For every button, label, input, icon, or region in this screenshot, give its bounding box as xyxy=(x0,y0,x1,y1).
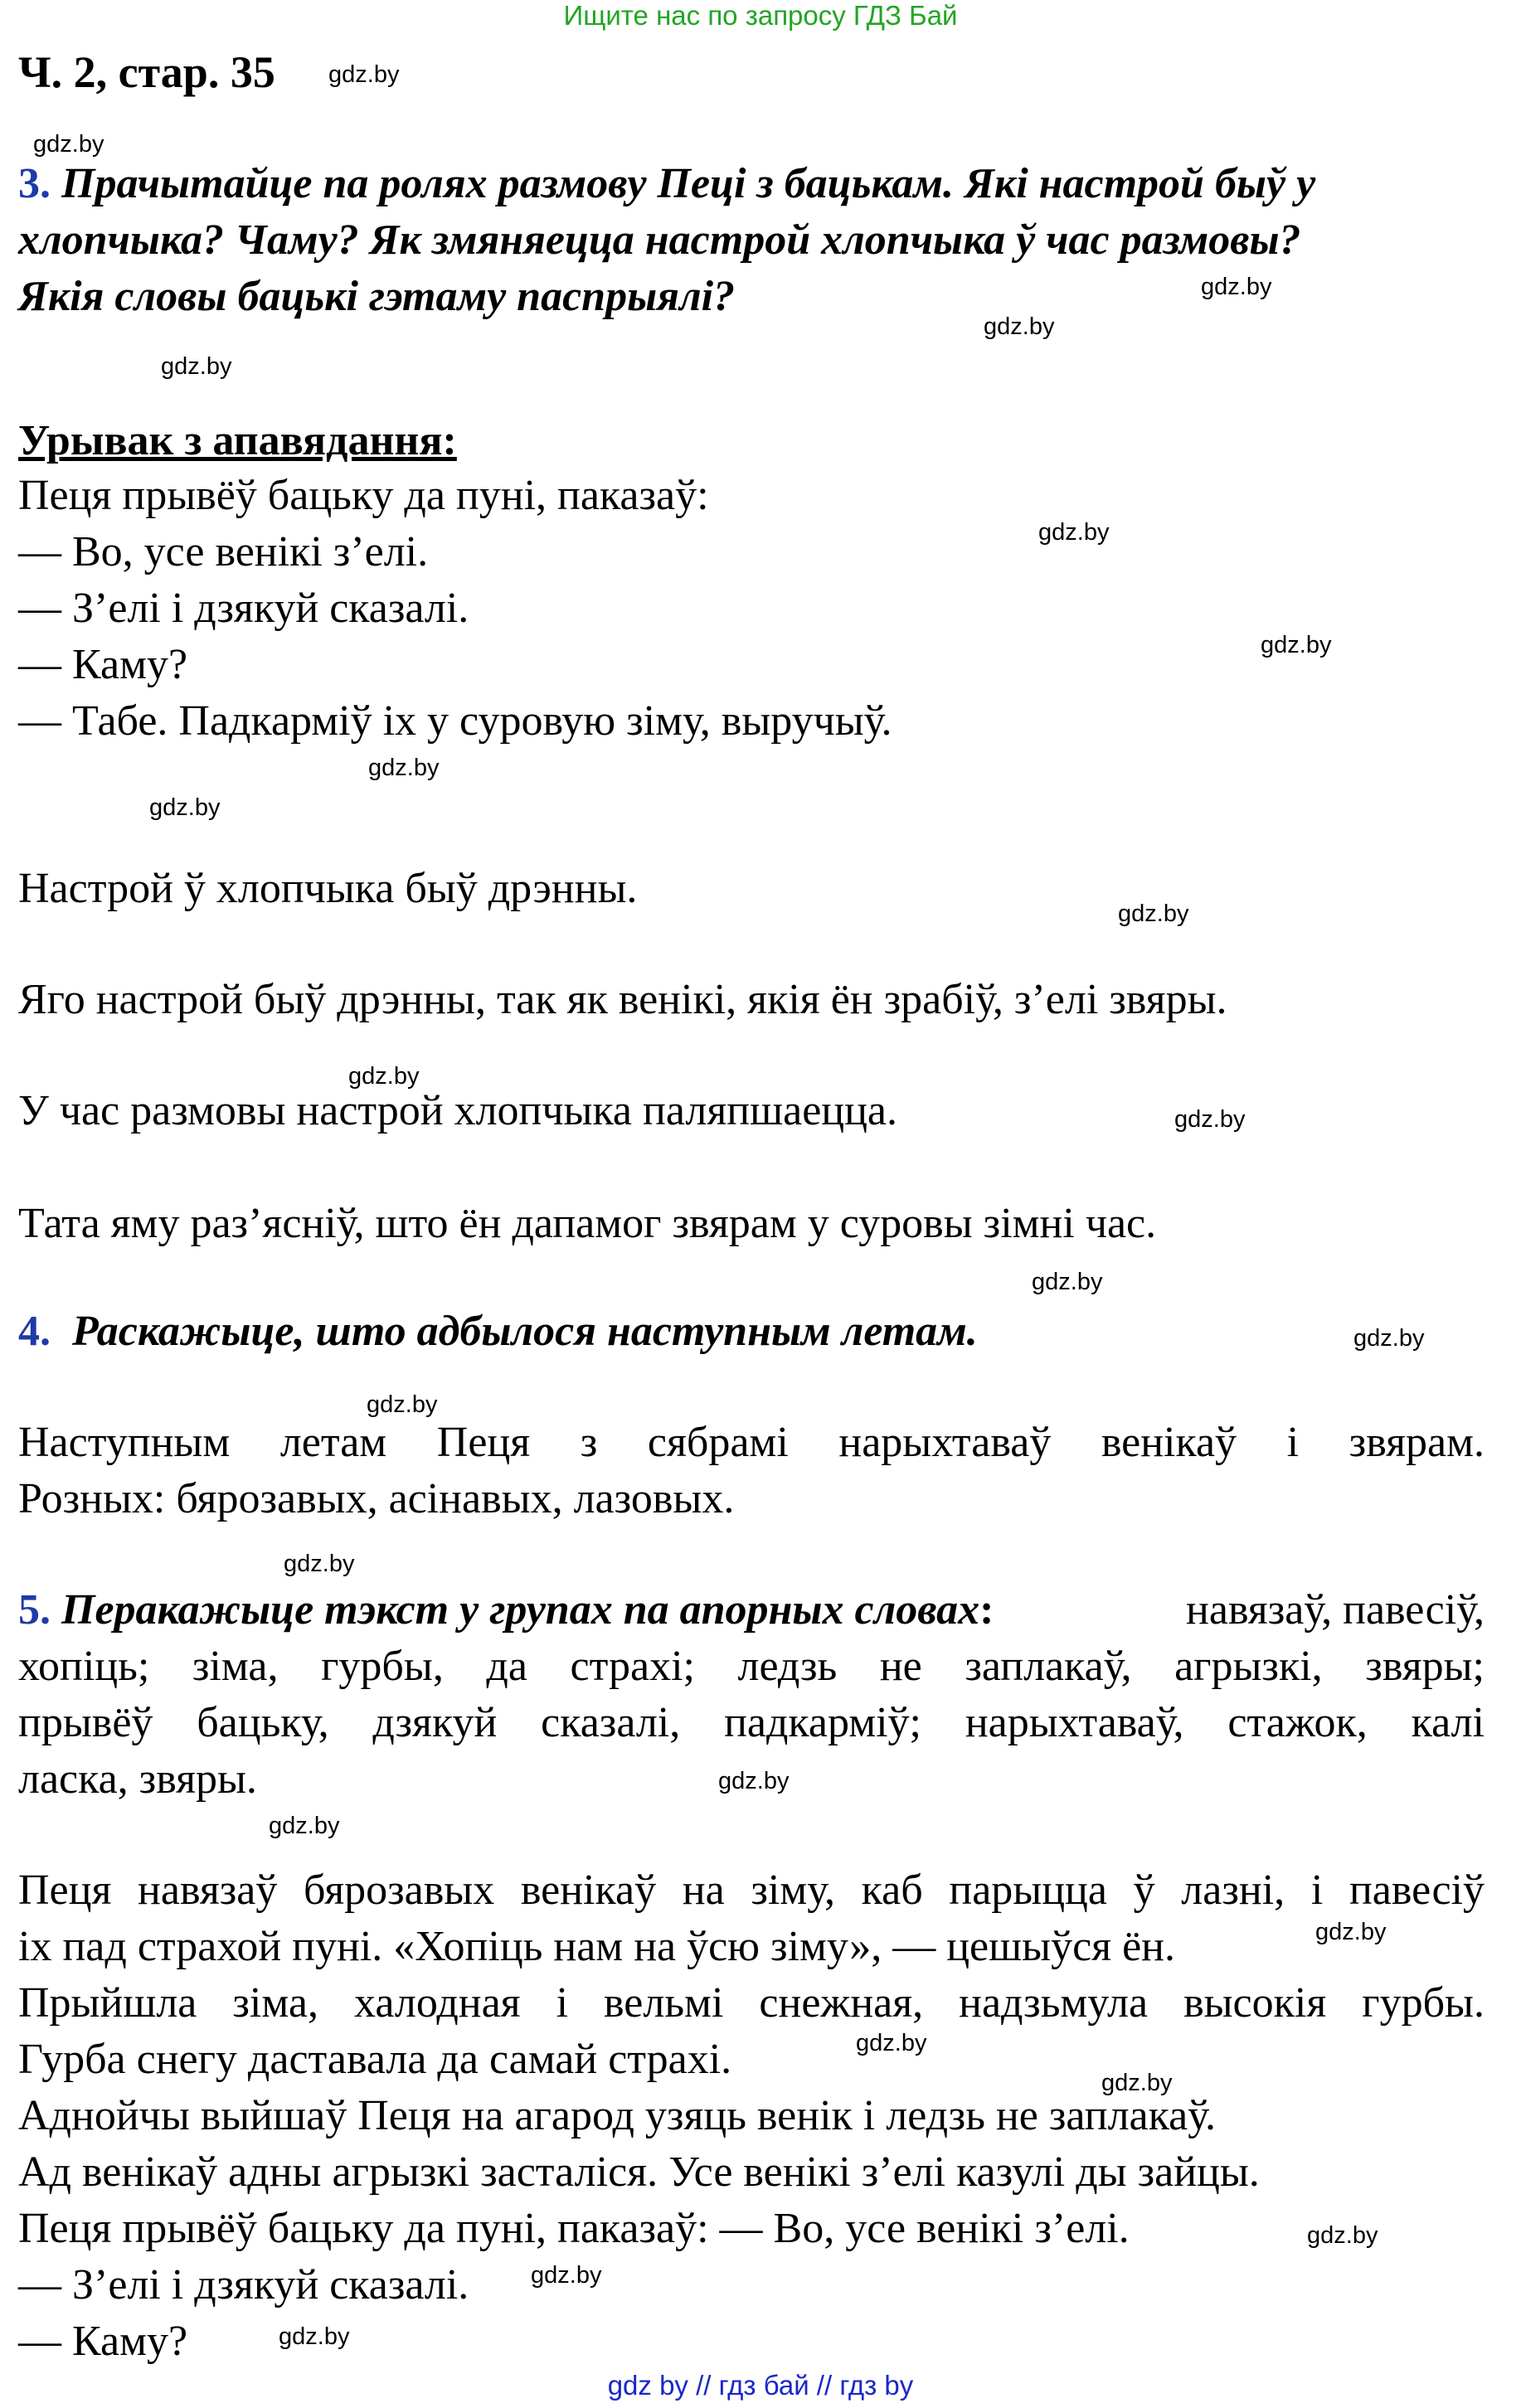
answer5-line-1: Пеця навязаў бярозавых венікаў на зіму, каб парыцца ў лазні, і павесіў xyxy=(18,1867,1485,1914)
task3-line-2: хлопчыка? Чаму? Як змяняецца настрой хлопчыка ў час размовы? xyxy=(18,216,1301,264)
answer5-line-6: Ад венікаў адны агрызкі засталіся. Усе венікі з’елі казулі ды зайцы. xyxy=(18,2148,1260,2196)
watermark: gdz.by xyxy=(348,1063,420,1090)
task4-text: Раскажыце, што адбылося наступным летам. xyxy=(72,1308,978,1355)
answer3-4: Тата яму раз’ясніў, што ён дапамог звярам у суровы зімні час. xyxy=(18,1200,1157,1247)
task3-line-1 xyxy=(18,159,1315,208)
watermark: gdz.by xyxy=(149,794,221,821)
watermark: gdz.by xyxy=(1353,1325,1425,1352)
answer5-line-8: — З’елі і дзякуй сказалі. xyxy=(18,2261,469,2308)
excerpt-line-1: Пеця прывёў бацьку да пуні, паказаў: xyxy=(18,472,709,519)
task5-question: Перакажыце тэкст у групах па апорных словах xyxy=(61,1586,980,1634)
watermark: gdz.by xyxy=(269,1813,340,1839)
answer4-line-2: Розных: бярозавых, асінавых, лазовых. xyxy=(18,1475,735,1522)
answer5-line-5: Аднойчы выйшаў Пеця на агарод узяць венік і ледзь не заплакаў. xyxy=(18,2092,1216,2139)
task5-number: 5. xyxy=(18,1586,51,1634)
watermark: gdz.by xyxy=(1261,632,1332,658)
top-banner[interactable]: Ищите нас по запросу ГДЗ Бай xyxy=(563,0,958,31)
task5-line-1 xyxy=(18,1585,1485,1634)
task5-line-3: прывёў бацьку, дзякуй сказалі, падкарміў; нарыхтаваў, стажок, калі xyxy=(18,1699,1485,1746)
watermark: gdz.by xyxy=(328,61,400,88)
excerpt-title: Урывак з апавядання: xyxy=(18,417,457,464)
watermark: gdz.by xyxy=(279,2323,350,2350)
answer3-1: Настрой ў хлопчыка быў дрэнны. xyxy=(18,865,638,912)
answer5-line-4: Гурба снегу даставала да самай страхі. xyxy=(18,2036,732,2083)
answer4-line-1: Наступным летам Пеця з сябрамі нарыхтаваў венікаў і звярам. xyxy=(18,1419,1485,1466)
watermark: gdz.by xyxy=(161,353,232,380)
task3-number: 3. xyxy=(18,160,51,207)
excerpt-line-2: — Во, усе венікі з’елі. xyxy=(18,528,429,575)
watermark: gdz.by xyxy=(531,2262,602,2289)
watermark: gdz.by xyxy=(718,1768,790,1794)
watermark: gdz.by xyxy=(856,2030,927,2056)
task4-number: 4. xyxy=(18,1308,51,1355)
task5-line-2: хопіць; зіма, гурбы, да страхі; ледзь не заплакаў, агрызкі, звяры; xyxy=(18,1643,1485,1690)
watermark: gdz.by xyxy=(1032,1269,1103,1295)
footer-links[interactable]: gdz by // гдз бай // гдз by xyxy=(607,2370,914,2401)
answer5-line-3: Прыйшла зіма, халодная і вельмі снежная, надзьмула высокія гурбы. xyxy=(18,1979,1485,2027)
answer3-3: У час размовы настрой хлопчыка паляпшаецца. xyxy=(18,1087,898,1134)
task3-line-3: Якія словы бацькі гэтаму паспрыялі? xyxy=(18,273,736,320)
watermark: gdz.by xyxy=(1307,2222,1378,2249)
task5-line-4: ласка, звяры. xyxy=(18,1755,257,1803)
watermark: gdz.by xyxy=(1101,2070,1173,2096)
answer5-line-9: — Каму? xyxy=(18,2318,188,2365)
excerpt-line-5: — Табе. Падкарміў іх у суровую зіму, выручыў. xyxy=(18,697,892,745)
answer5-line-2: іх пад страхой пуні. «Хопіць нам на ўсю зіму», — цешыўся ён. xyxy=(18,1923,1176,1970)
watermark: gdz.by xyxy=(1174,1106,1246,1133)
watermark: gdz.by xyxy=(284,1551,355,1577)
watermark: gdz.by xyxy=(368,755,440,781)
answer3-2: Яго настрой быў дрэнны, так як венікі, якія ён зрабіў, з’елі звяры. xyxy=(18,976,1227,1023)
task5-keywords-1: навязаў, павесіў, xyxy=(1186,1586,1485,1634)
watermark: gdz.by xyxy=(1201,274,1272,300)
watermark: gdz.by xyxy=(1315,1919,1387,1945)
task3-text-1: Прачытайце па ролях размову Пеці з бацькам. Які настрой быў у xyxy=(61,160,1316,207)
watermark: gdz.by xyxy=(33,131,104,158)
watermark: gdz.by xyxy=(367,1391,438,1418)
watermark: gdz.by xyxy=(1118,901,1189,927)
answer5-line-7: Пеця прывёў бацьку да пуні, паказаў: — Во, усе венікі з’елі. xyxy=(18,2205,1130,2252)
excerpt-line-4: — Каму? xyxy=(18,641,188,688)
watermark: gdz.by xyxy=(984,313,1055,340)
watermark: gdz.by xyxy=(1038,519,1110,546)
task4-line xyxy=(18,1307,978,1356)
task5-colon: : xyxy=(979,1586,994,1634)
page-title: Ч. 2, стар. 35 xyxy=(18,47,275,97)
excerpt-line-3: — З’елі і дзякуй сказалі. xyxy=(18,585,469,632)
